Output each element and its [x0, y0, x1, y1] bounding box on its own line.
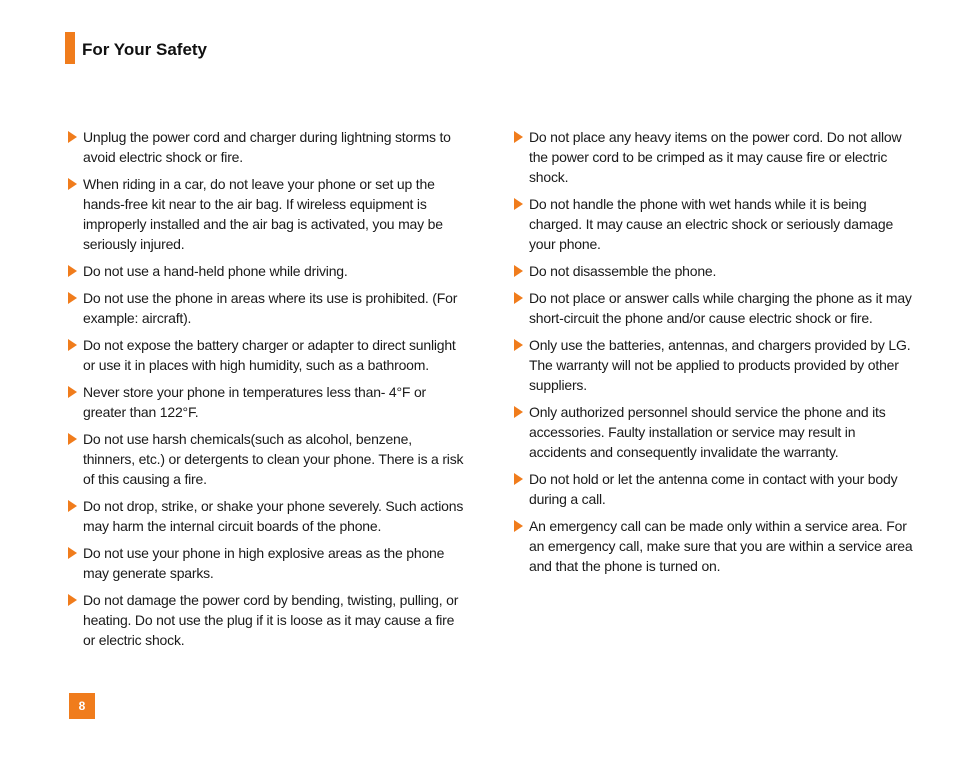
safety-item [67, 261, 467, 281]
triangle-right-icon [514, 406, 523, 418]
safety-item-text: Only authorized personnel should service the phone and its accessories. Faulty installation or service may result in accidents and consequently invalidate the warranty. [529, 404, 886, 460]
safety-item-text: An emergency call can be made only within a service area. For an emergency call, make sure that you are within a service area and that the phone is turned on. [529, 518, 913, 574]
page-number-badge: 8 [69, 693, 95, 719]
safety-item [67, 335, 467, 375]
safety-item-text: Never store your phone in temperatures less than- 4°F or greater than 122°F. [83, 384, 427, 420]
safety-item-text: Do not use a hand-held phone while driving. [83, 263, 348, 279]
safety-item [67, 382, 467, 422]
triangle-right-icon [514, 265, 523, 277]
safety-item-text: Do not use harsh chemicals(such as alcohol, benzene, thinners, etc.) or detergents to clean your phone. There is a risk of this causing a fire. [83, 431, 464, 487]
safety-list-left [67, 127, 467, 657]
safety-item-text: Do not hold or let the antenna come in contact with your body during a call. [529, 471, 898, 507]
safety-item-text: Do not place any heavy items on the power cord. Do not allow the power cord to be crimped as it may cause fire or electric shock. [529, 129, 902, 185]
triangle-right-icon [68, 594, 77, 606]
safety-item [513, 516, 913, 576]
safety-item [513, 127, 913, 187]
triangle-right-icon [68, 339, 77, 351]
safety-item [67, 543, 467, 583]
safety-item [67, 174, 467, 254]
safety-item [513, 288, 913, 328]
triangle-right-icon [68, 500, 77, 512]
safety-item-text: Only use the batteries, antennas, and chargers provided by LG. The warranty will not be applied to products provided by other suppliers. [529, 337, 911, 393]
triangle-right-icon [514, 339, 523, 351]
safety-item [513, 261, 913, 281]
triangle-right-icon [68, 265, 77, 277]
triangle-right-icon [68, 386, 77, 398]
triangle-right-icon [68, 178, 77, 190]
safety-item [513, 194, 913, 254]
safety-item-text: When riding in a car, do not leave your phone or set up the hands-free kit near to the air bag. If wireless equipment is improperly installed and the air bag is activated, you may be seriously injured. [83, 176, 443, 252]
page-title: For Your Safety [82, 40, 208, 59]
safety-item-text: Do not place or answer calls while charging the phone as it may short-circuit the phone and/or cause electric shock or fire. [529, 290, 912, 326]
safety-item-text: Do not damage the power cord by bending, twisting, pulling, or heating. Do not use the plug if it is loose as it may cause a fire or electric shock. [83, 592, 459, 648]
safety-list-right [513, 127, 913, 583]
safety-item [67, 496, 467, 536]
safety-item [513, 402, 913, 462]
triangle-right-icon [514, 198, 523, 210]
safety-item-text: Unplug the power cord and charger during lightning storms to avoid electric shock or fire. [83, 129, 451, 165]
triangle-right-icon [514, 473, 523, 485]
safety-item [67, 127, 467, 167]
safety-item-text: Do not use your phone in high explosive areas as the phone may generate sparks. [83, 545, 445, 581]
safety-item-text: Do not expose the battery charger or adapter to direct sunlight or use it in places with high humidity, such as a bathroom. [83, 337, 456, 373]
safety-item [67, 288, 467, 328]
section-accent-bar [65, 32, 75, 64]
safety-item-text: Do not disassemble the phone. [529, 263, 717, 279]
safety-item-text: Do not handle the phone with wet hands while it is being charged. It may cause an electric shock or seriously damage your phone. [529, 196, 894, 252]
safety-item [513, 469, 913, 509]
triangle-right-icon [68, 292, 77, 304]
triangle-right-icon [514, 131, 523, 143]
triangle-right-icon [68, 131, 77, 143]
triangle-right-icon [68, 547, 77, 559]
safety-item [67, 429, 467, 489]
safety-item-text: Do not drop, strike, or shake your phone severely. Such actions may harm the internal circuit boards of the phone. [83, 498, 464, 534]
safety-item [67, 590, 467, 650]
safety-item [513, 335, 913, 395]
triangle-right-icon [514, 520, 523, 532]
triangle-right-icon [514, 292, 523, 304]
safety-item-text: Do not use the phone in areas where its use is prohibited. (For example: aircraft). [83, 290, 458, 326]
triangle-right-icon [68, 433, 77, 445]
